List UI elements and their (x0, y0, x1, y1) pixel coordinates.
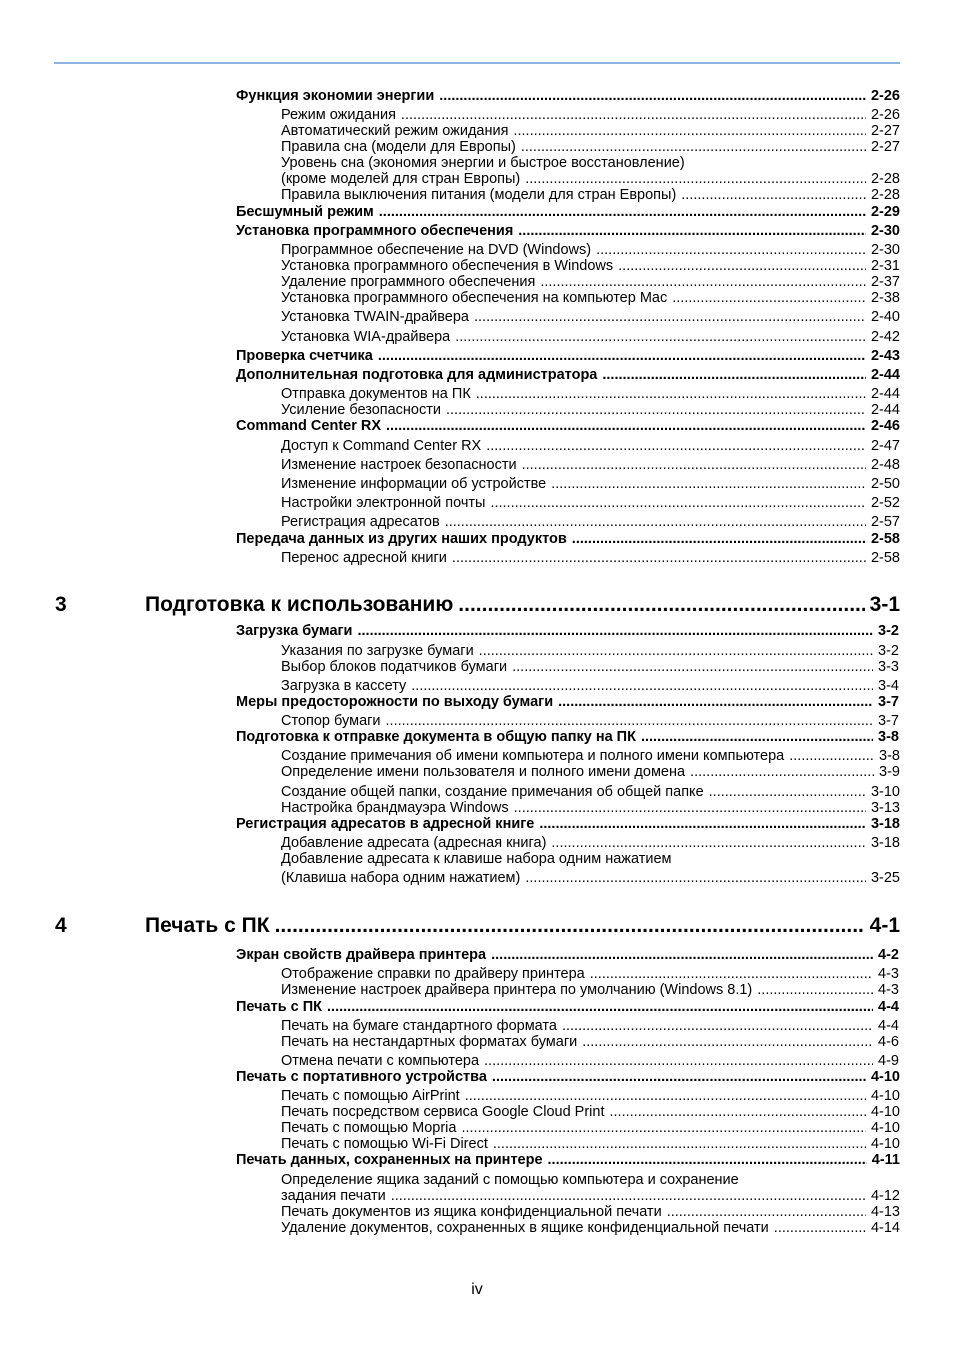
toc-section[interactable] (236, 204, 900, 220)
toc-entry[interactable] (281, 329, 900, 345)
toc-entry[interactable] (281, 1104, 900, 1120)
toc-page-number: 4-10 (870, 1120, 900, 1136)
toc-title: Режим ожидания (281, 107, 396, 123)
toc-title: Печать на бумаге стандартного формата (281, 1018, 557, 1034)
dot-leader (539, 816, 866, 832)
toc-page-number: 2-40 (870, 309, 900, 325)
toc-page-number: 2-46 (870, 418, 900, 434)
toc-entry[interactable] (281, 643, 899, 659)
toc-title: Отображение справки по драйверу принтера (281, 966, 585, 982)
toc-title: Добавление адресата (адресная книга) (281, 835, 547, 851)
toc-section[interactable] (236, 947, 899, 963)
toc-page-number: 3-2 (878, 623, 899, 639)
toc-page-number: 4-13 (870, 1204, 900, 1220)
toc-page-number: 3-13 (870, 800, 900, 816)
dot-leader (486, 438, 866, 454)
toc-title: Функция экономии энергии (236, 88, 435, 104)
dot-leader (590, 966, 873, 982)
dot-leader (401, 107, 866, 123)
toc-title: Экран свойств драйвера принтера (236, 947, 487, 963)
toc-page-number: 3-1 (869, 593, 900, 616)
toc-page-number: 2-37 (870, 274, 900, 290)
toc-title: Удаление документов, сохраненных в ящике конфиденциальной печати (281, 1220, 769, 1236)
toc-page-number: 3-2 (878, 643, 899, 659)
toc-title: Command Center RX (236, 418, 382, 434)
toc-page-number: 3-8 (878, 729, 899, 745)
toc-page-number: 4-10 (870, 1136, 900, 1152)
toc-page-number: 2-30 (870, 223, 900, 239)
toc-title: Подготовка к отправке документа в общую папку на ПК (236, 729, 636, 745)
toc-page-number: 4-10 (870, 1088, 900, 1104)
toc-entry[interactable] (281, 1053, 899, 1069)
toc-entry[interactable] (281, 1220, 900, 1236)
toc-page-number: 2-43 (870, 348, 900, 364)
toc-title: Загрузка бумаги (236, 623, 353, 639)
toc-page-number: 3-10 (870, 784, 900, 800)
toc-section[interactable] (236, 418, 900, 434)
dot-leader (476, 386, 866, 402)
toc-entry[interactable] (281, 1172, 900, 1188)
toc-page-number: 2-58 (870, 531, 900, 547)
toc-section[interactable] (236, 348, 900, 364)
toc-page-number: 2-38 (870, 290, 900, 306)
toc-title: Автоматический режим ожидания (281, 123, 509, 139)
toc-entry[interactable] (281, 514, 900, 530)
toc-entry[interactable] (281, 764, 900, 780)
toc-page-number: 2-31 (870, 258, 900, 274)
chapter-number: 3 (55, 593, 67, 616)
dot-leader (461, 1120, 866, 1136)
dot-leader (439, 88, 866, 104)
toc-title: Регистрация адресатов (281, 514, 440, 530)
toc-page-number: 3-25 (870, 870, 900, 886)
toc-page-number: 2-52 (870, 495, 900, 511)
toc-page-number: 3-18 (870, 816, 900, 832)
toc-title: задания печати (281, 1188, 386, 1204)
dot-leader (455, 329, 866, 345)
toc-entry[interactable] (281, 258, 900, 274)
dot-leader (521, 139, 866, 155)
toc-page-number: 2-44 (870, 386, 900, 402)
toc-title: Изменение настроек безопасности (281, 457, 517, 473)
dot-leader (514, 800, 866, 816)
toc-title: Печать на нестандартных форматах бумаги (281, 1034, 578, 1050)
toc-title: Отмена печати с компьютера (281, 1053, 480, 1069)
toc-title: Программное обеспечение на DVD (Windows) (281, 242, 592, 258)
toc-page-number: 4-3 (878, 982, 899, 998)
dot-leader (512, 659, 873, 675)
toc-page-number: 3-9 (879, 764, 900, 780)
toc-entry[interactable] (281, 1034, 899, 1050)
toc-page-number: 4-4 (878, 999, 899, 1015)
toc-title: Регистрация адресатов в адресной книге (236, 816, 535, 832)
toc-entry[interactable] (281, 274, 900, 290)
toc-entry[interactable] (281, 171, 900, 187)
toc-title: Определение ящика заданий с помощью компьютера и сохранение (281, 1172, 739, 1188)
toc-title: Печать посредством сервиса Google Cloud Print (281, 1104, 605, 1120)
toc-title: Настройка брандмауэра Windows (281, 800, 509, 816)
dot-leader (641, 729, 873, 745)
toc-page-number: 2-50 (870, 476, 900, 492)
toc-title: Создание примечания об имени компьютера и полного имени компьютера (281, 748, 785, 764)
dot-leader (484, 1053, 873, 1069)
toc-section[interactable] (236, 816, 900, 832)
toc-title: Доступ к Command Center RX (281, 438, 482, 454)
dot-leader (465, 1088, 866, 1104)
toc-page-number: 3-18 (870, 835, 900, 851)
toc-title: Установка TWAIN-драйвера (281, 309, 469, 325)
dot-leader (709, 784, 866, 800)
toc-chapter[interactable] (145, 593, 900, 617)
dot-leader (391, 1188, 866, 1204)
dot-leader (602, 367, 866, 383)
toc-section[interactable] (236, 531, 900, 547)
toc-section[interactable] (236, 1152, 900, 1168)
toc-page-number: 4-9 (878, 1053, 899, 1069)
dot-leader (493, 1136, 866, 1152)
toc-page-number: 3-4 (878, 678, 899, 694)
toc-title: Уровень сна (экономия энергии и быстрое восстановление) (281, 155, 685, 171)
toc-page-number: 4-4 (878, 1018, 899, 1034)
dot-leader (596, 242, 866, 258)
toc-entry[interactable] (281, 476, 900, 492)
toc-page-number: 3-8 (879, 748, 900, 764)
dot-leader (357, 623, 873, 639)
dot-leader (492, 1069, 866, 1085)
toc-title: Установка программного обеспечения на компьютер Mac (281, 290, 668, 306)
toc-title: Добавление адресата к клавише набора одним нажатием (281, 851, 672, 867)
toc-page-number: 4-10 (870, 1069, 900, 1085)
dot-leader (479, 643, 873, 659)
toc-entry[interactable] (281, 290, 900, 306)
toc-title: (Клавиша набора одним нажатием) (281, 870, 521, 886)
toc-page-number: 4-12 (870, 1188, 900, 1204)
dot-leader (490, 495, 866, 511)
toc-page-number: 3-7 (878, 713, 899, 729)
toc-page-number: 4-6 (878, 1034, 899, 1050)
dot-leader (275, 914, 865, 938)
toc-page-number: 2-42 (870, 329, 900, 345)
dot-leader (562, 1018, 873, 1034)
toc-entry[interactable] (281, 851, 900, 867)
toc-entry[interactable] (281, 659, 899, 675)
toc-page-number: 2-28 (870, 187, 900, 203)
toc-title: Печать с помощью Wi-Fi Direct (281, 1136, 488, 1152)
toc-entry[interactable] (281, 982, 899, 998)
dot-leader (551, 835, 866, 851)
toc-entry[interactable] (281, 1018, 899, 1034)
toc-page-number: 4-11 (871, 1152, 900, 1168)
dot-leader (610, 1104, 866, 1120)
toc-entry[interactable] (281, 107, 900, 123)
dot-leader (582, 1034, 873, 1050)
toc-title: Удаление программного обеспечения (281, 274, 536, 290)
toc-title: Проверка счетчика (236, 348, 373, 364)
toc-entry[interactable] (281, 748, 900, 764)
dot-leader (618, 258, 866, 274)
toc-section[interactable] (236, 88, 900, 104)
dot-leader (572, 531, 866, 547)
toc-section[interactable] (236, 999, 899, 1015)
dot-leader (690, 764, 874, 780)
toc-entry[interactable] (281, 242, 900, 258)
dot-leader (522, 457, 866, 473)
toc-title: Перенос адресной книги (281, 550, 447, 566)
toc-page-number: 2-26 (870, 88, 900, 104)
dot-leader (551, 476, 866, 492)
toc-entry[interactable] (281, 800, 900, 816)
toc-title: Печать с ПК (145, 914, 270, 937)
toc-page-number: 4-1 (869, 914, 900, 937)
dot-leader (491, 947, 873, 963)
toc-entry[interactable] (281, 1120, 900, 1136)
toc-page-number: 2-58 (870, 550, 900, 566)
toc-title: Передача данных из других наших продуктов (236, 531, 567, 547)
toc-title: Указания по загрузке бумаги (281, 643, 474, 659)
toc-entry[interactable] (281, 870, 900, 886)
toc-title: Печать с помощью AirPrint (281, 1088, 460, 1104)
toc-title: (кроме моделей для стран Европы) (281, 171, 521, 187)
toc-title: Изменение информации об устройстве (281, 476, 547, 492)
toc-page-number: 4-14 (870, 1220, 900, 1236)
toc-title: Подготовка к использованию (145, 593, 454, 616)
toc-title: Правила сна (модели для Европы) (281, 139, 516, 155)
toc-section[interactable] (236, 623, 899, 639)
toc-page-number: 2-27 (870, 123, 900, 139)
toc-title: Печать данных, сохраненных на принтере (236, 1152, 543, 1168)
toc-section[interactable] (236, 223, 900, 239)
toc-page-number: 2-57 (870, 514, 900, 530)
dot-leader (474, 309, 866, 325)
toc-entry[interactable] (281, 386, 900, 402)
toc-page-number: 2-28 (870, 171, 900, 187)
dot-leader (667, 1204, 866, 1220)
toc-page-number: 2-30 (870, 242, 900, 258)
toc-page-number: 4-2 (878, 947, 899, 963)
toc-title: Стопор бумаги (281, 713, 381, 729)
toc-page-number: 2-26 (870, 107, 900, 123)
dot-leader (681, 187, 866, 203)
toc-title: Правила выключения питания (модели для стран Европы) (281, 187, 677, 203)
toc-title: Печать с помощью Mopria (281, 1120, 457, 1136)
toc-entry[interactable] (281, 457, 900, 473)
toc-title: Отправка документов на ПК (281, 386, 471, 402)
dot-leader (757, 982, 873, 998)
toc-entry[interactable] (281, 155, 900, 171)
dot-leader (558, 694, 873, 710)
toc-title: Создание общей папки, создание примечания об общей папке (281, 784, 704, 800)
dot-leader (789, 748, 874, 764)
toc-page-number: 2-48 (870, 457, 900, 473)
page-number: iv (471, 1281, 483, 1298)
dot-leader (548, 1152, 867, 1168)
dot-leader (672, 290, 866, 306)
toc-title: Дополнительная подготовка для администратора (236, 367, 598, 383)
toc-entry[interactable] (281, 1204, 900, 1220)
dot-leader (445, 514, 866, 530)
toc-title: Меры предосторожности по выходу бумаги (236, 694, 554, 710)
toc-entry[interactable] (281, 966, 899, 982)
dot-leader (379, 204, 866, 220)
toc-entry[interactable] (281, 713, 899, 729)
dot-leader (540, 274, 866, 290)
toc-title: Определение имени пользователя и полного имени домена (281, 764, 686, 780)
toc-entry[interactable] (281, 495, 900, 511)
dot-leader (386, 713, 874, 729)
toc-entry[interactable] (281, 309, 900, 325)
dot-leader (446, 402, 866, 418)
toc-entry[interactable] (281, 1188, 900, 1204)
toc-page-number: 2-47 (870, 438, 900, 454)
toc-entry[interactable] (281, 835, 900, 851)
toc-entry[interactable] (281, 550, 900, 566)
toc-title: Установка программного обеспечения (236, 223, 514, 239)
dot-leader (411, 678, 873, 694)
toc-page-number: 3-3 (878, 659, 899, 675)
toc-title: Печать с ПК (236, 999, 323, 1015)
toc-entry[interactable] (281, 784, 900, 800)
toc-title: Загрузка в кассету (281, 678, 407, 694)
toc-title: Бесшумный режим (236, 204, 374, 220)
toc-section[interactable] (236, 729, 899, 745)
toc-page-number: 4-3 (878, 966, 899, 982)
toc-page-number: 4-10 (870, 1104, 900, 1120)
toc-entry[interactable] (281, 123, 900, 139)
toc-entry[interactable] (281, 438, 900, 454)
toc-page-number: 2-29 (870, 204, 900, 220)
toc-entry[interactable] (281, 187, 900, 203)
toc-title: Настройки электронной почты (281, 495, 486, 511)
toc-title: Установка WIA-драйвера (281, 329, 451, 345)
dot-leader (458, 593, 864, 617)
toc-title: Усиление безопасности (281, 402, 441, 418)
toc-title: Печать с портативного устройства (236, 1069, 487, 1085)
dot-leader (774, 1220, 866, 1236)
toc-page-number: 3-7 (878, 694, 899, 710)
chapter-number: 4 (55, 914, 67, 937)
dot-leader (513, 123, 866, 139)
toc-entry[interactable] (281, 678, 899, 694)
toc-title: Изменение настроек драйвера принтера по умолчанию (Windows 8.1) (281, 982, 753, 998)
dot-leader (378, 348, 866, 364)
toc-title: Выбор блоков податчиков бумаги (281, 659, 508, 675)
toc-section[interactable] (236, 1069, 900, 1085)
toc-section[interactable] (236, 367, 900, 383)
toc-entry[interactable] (281, 402, 900, 418)
toc-section[interactable] (236, 694, 899, 710)
toc-entry[interactable] (281, 1136, 900, 1152)
dot-leader (518, 223, 866, 239)
dot-leader (386, 418, 866, 434)
toc-chapter[interactable] (145, 914, 900, 938)
toc-entry[interactable] (281, 1088, 900, 1104)
toc-page-number: 2-44 (870, 367, 900, 383)
toc-title: Печать документов из ящика конфиденциальной печати (281, 1204, 662, 1220)
dot-leader (525, 171, 866, 187)
toc-title: Установка программного обеспечения в Windows (281, 258, 614, 274)
toc-page-number: 2-27 (870, 139, 900, 155)
dot-leader (327, 999, 873, 1015)
dot-leader (452, 550, 866, 566)
toc-entry[interactable] (281, 139, 900, 155)
toc-page-number: 2-44 (870, 402, 900, 418)
dot-leader (525, 870, 866, 886)
